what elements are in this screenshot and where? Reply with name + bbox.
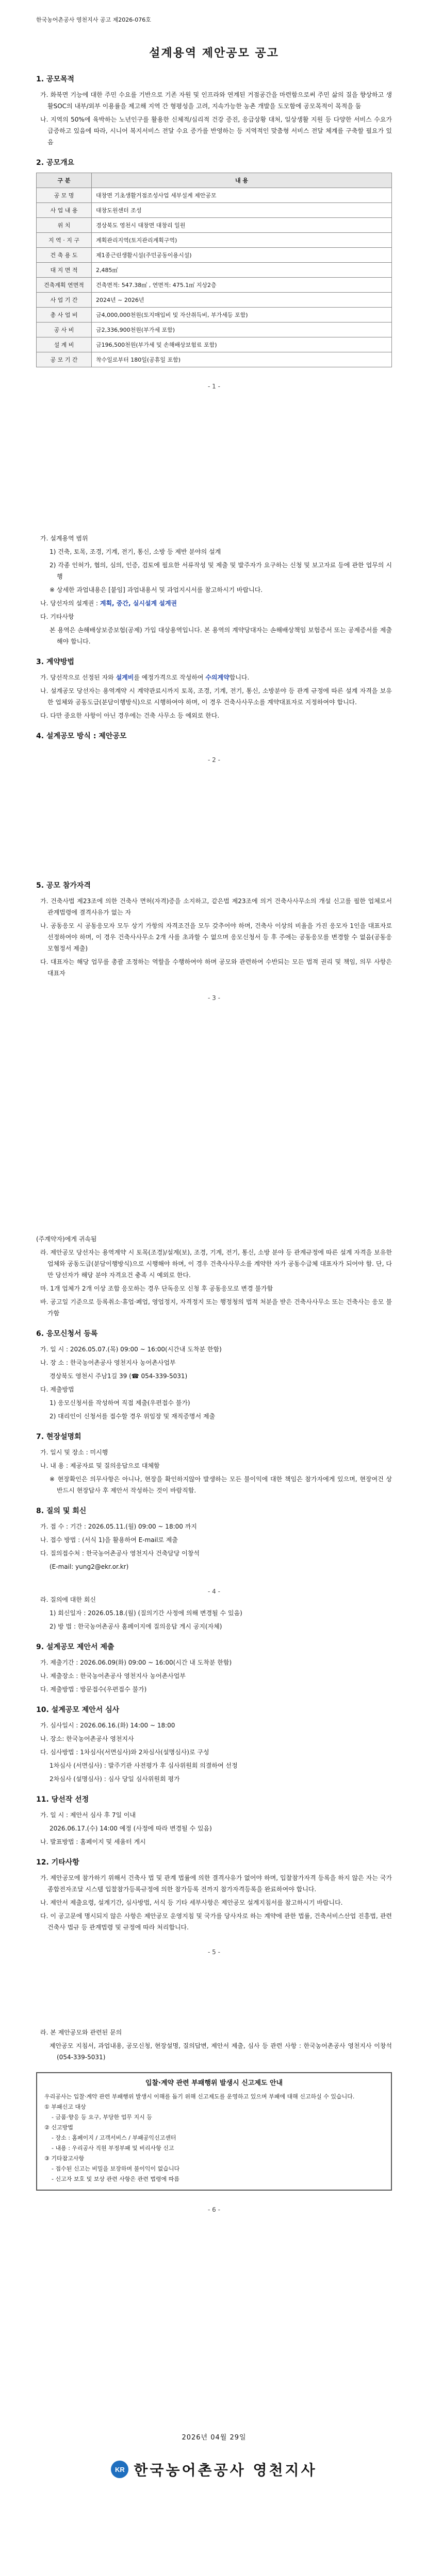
- scope-heading: 가. 설계용역 범위: [40, 535, 88, 542]
- table-row: [37, 248, 392, 263]
- contact-heading: 라. 본 제안공모와 관련된 문의: [40, 2029, 122, 2036]
- section-6-heading: 6. 응모신청서 등록: [36, 1330, 98, 1338]
- table-row: [37, 337, 392, 352]
- eligibility-item-da: 다. 대표자는 해당 업무를 총괄 조정하는 역할을 수행하여야 하며 공모와 관련하여 수반되는 모든 법적 권리 및 책임, 의무 사항은 대표자: [40, 958, 392, 977]
- page-number: - 1 -: [208, 383, 220, 390]
- table-key: 위 치: [37, 218, 92, 233]
- table-key: 설 계 비: [37, 337, 92, 352]
- table-key: 건 축 용 도: [37, 248, 92, 263]
- table-value: 2,485㎡: [92, 263, 392, 278]
- box-line: ③ 기타참고사항: [44, 2155, 85, 2162]
- registration-method-2: 2) 대리인이 신청서를 접수할 경우 위임장 및 재직증명서 제출: [50, 1413, 216, 1420]
- table-key: 공 모 기 간: [37, 352, 92, 367]
- box-title: 입찰·계약 관련 부패행위 발생시 신고제도 안내: [145, 2079, 283, 2087]
- review-method: 다. 심사방법 : 1차심사(서면심사)와 2차심사(설명심사)로 구성: [40, 1749, 209, 1756]
- section-11-heading: 11. 당선작 선정: [36, 1795, 89, 1804]
- eligibility-item-ma: 마. 1개 업체가 2개 이상 조합 응모하는 경우 단독응모 신청 후 공동응모로 변경 불가함: [40, 1285, 273, 1292]
- page-number: - 3 -: [208, 994, 220, 1002]
- table-row: [37, 203, 392, 218]
- contract-item-da: 다. 다만 중요한 사항이 아닌 경우에는 건축 사무소 등 예외로 한다.: [40, 712, 220, 719]
- box-line: - 금품·향응 등 요구, 부당한 업무 지시 등: [52, 2114, 152, 2121]
- section-8-heading: 8. 질의 및 회신: [36, 1507, 87, 1515]
- submission-method: 다. 제출방법 : 방문접수(우편접수 불가): [40, 1686, 147, 1693]
- table-row: [37, 218, 392, 233]
- section-1-item-ga: 가. 화북면 기능에 대한 주민 수요를 기반으로 기존 자원 및 인프라와 연계된 거점공간을 마련함으로써 주민 삶의 질을 향상하고 생활SOC의 내부/외부 이용률을 제고해 지역 간 형평성을 고려, 지속가능한 농촌 개발을 도모함에 공모목적이 목적을 둠: [40, 91, 392, 110]
- text-span: 가. 당선작으로 선정된 자와: [40, 674, 116, 681]
- design-rights-label: 나. 당선자의 설계권 :: [40, 600, 100, 607]
- review-date: 가. 심사일시 : 2026.06.16.(화) 14:00 ~ 18:00: [40, 1722, 175, 1729]
- table-row: [37, 293, 392, 308]
- box-line: ① 부패신고 대상: [44, 2104, 86, 2110]
- corruption-report-box: [36, 2072, 392, 2191]
- eligibility-item-ga: 가. 건축사법 제23조에 의한 건축사 면허(자격)증을 소지하고, 같은법 제23조에 의거 건축사사무소의 개설 신고를 필한 업체로서 관계법령에 결격사유가 없는 자: [40, 897, 392, 916]
- issuer-signature: [36, 2459, 392, 2480]
- design-rights: [36, 598, 392, 609]
- contact-text: 제안공모 지침서, 과업내용, 공모신청, 현장설명, 질의답변, 제안서 제출, 심사 등 관련 사항 : 한국농어촌공사 영천지사 이창석(054-339-5031): [50, 2042, 392, 2061]
- table-key: 사 업 기 간: [37, 293, 92, 308]
- contract-item-na: 나. 설계공모 당선자는 용역계약 시 계약관료시까지 토목, 조경, 기계, 전기, 통신, 소방분야 등 관계 규정에 따른 설계 자격을 보유한 업체와 공동도급(분담이행방식)으로 시행하여야 하며, 이 경우 건축사사무소를 계약대표자로 지정하여야 합니다.: [40, 687, 392, 706]
- other-text: 본 용역은 손해배상보증보험(공제) 가입 대상용역입니다. 본 용역의 계약당대자는 손해배상책임 보험증서 또는 공제증서를 제출해야 합니다.: [50, 626, 392, 645]
- continued-text: (주계약자)에게 귀속됨: [36, 1235, 97, 1243]
- selection-date-detail: 2026.06.17.(수) 14:00 예정 (사정에 따라 변경될 수 있음): [50, 1825, 212, 1832]
- registration-date: 가. 일 시 : 2026.05.07.(목) 09:00 ~ 16:00(시간내 도착분 한함): [40, 1346, 222, 1353]
- page-number: - 4 -: [208, 1588, 220, 1595]
- table-key: 건축계획 연면적: [37, 278, 92, 293]
- section-12-heading: 12. 기타사항: [36, 1858, 79, 1867]
- other-item-na: 나. 제안서 제출요령, 설계기간, 심사방법, 서식 등 기타 세부사항은 제안공모 설계지침서를 참고하시기 바랍니다.: [40, 1899, 343, 1906]
- review-stage-1: 1차심사 (서면심사) : 발주기관 사전평가 후 심사위원회 의결하여 선정: [50, 1762, 238, 1769]
- table-row: [37, 188, 392, 203]
- section-5-heading: 5. 공모 참가자격: [36, 882, 91, 890]
- page-6: [36, 2025, 392, 2213]
- table-row: [37, 263, 392, 278]
- table-row: [37, 233, 392, 248]
- review-stage-2: 2차심사 (설명심사) : 심사 당일 심사위원회 평가: [50, 1775, 180, 1783]
- table-value: 제1종근린생활시설(주민공동이용시설): [92, 248, 392, 263]
- table-key: 공 모 명: [37, 188, 92, 203]
- reply-date: 1) 회신일자 : 2026.05.18.(월) (질의기간 사정에 의해 변경될 수 있음): [50, 1609, 242, 1617]
- eligibility-item-ba: 바. 공고일 기준으로 등록취소·휴업·폐업, 영업정지, 자격정지 또는 행정청의 법적 처분을 받은 건축사사무소 또는 건축사는 응모 불가함: [40, 1298, 392, 1317]
- page-3: [36, 871, 392, 1002]
- box-intro: 우리공사는 입찰·계약 관련 부패행위 발생시 이해를 돕기 위해 신고제도를 운영하고 있으며 부패에 대해 신고하실 수 있습니다.: [44, 2093, 355, 2100]
- registration-method-1: 1) 응모신청서를 작성하여 직접 제출(우편접수 불가): [50, 1399, 190, 1406]
- box-line: - 내용 : 우리공사 직원 부정부패 및 비리사항 신고: [52, 2145, 174, 2151]
- inquiry-email[interactable]: (E-mail: yung2@ekr.or.kr): [50, 1563, 129, 1570]
- page-2: [36, 531, 392, 764]
- table-value: 대창면 기초생활거점조성사업 세부설계 제안공모: [92, 188, 392, 203]
- page-5: [36, 1592, 392, 1956]
- section-4-heading: 4. 설계공모 방식 : 제안공모: [36, 732, 127, 740]
- table-value: 금4,000,000천원(토지매입비 및 자산취득비, 부가세등 포함): [92, 308, 392, 323]
- box-line: - 접수된 신고는 비밀을 보장하며 불이익이 없습니다: [52, 2165, 180, 2172]
- page-number: - 2 -: [208, 756, 220, 764]
- other-item-ga: 가. 제안공모에 참가하기 위해서 건축사 법 및 관계 법률에 의한 결격사유가 없어야 하며, 입찰참가자격 등록을 하지 않은 자는 국가종합전자조달 시스템 입찰참가등록규정에 의한 참가등록 전까지 참가자격등록을 완료하여야 합니다.: [40, 1874, 392, 1893]
- kr-logo-icon: KR: [111, 2461, 128, 2478]
- briefing-content: 나. 내 용 : 제공자료 및 질의응답으로 대체함: [40, 1462, 160, 1469]
- design-rights-value: 계획, 중간, 실시설계 설계권: [100, 600, 177, 607]
- box-line: - 신고자 보호 및 보상 관련 사항은 관련 법령에 따름: [52, 2176, 179, 2182]
- scope-note: ※ 상세한 과업내용은 [붙임] 과업내용서 및 과업지시서를 참고하시기 바랍니다.: [50, 586, 263, 594]
- table-row: [37, 308, 392, 323]
- section-3-heading: 3. 계약방법: [36, 658, 75, 666]
- eligibility-item-na: 나. 공동응모 시 공동응모자 모두 상기 가항의 자격조건을 모두 갖추어야 하며, 건축사 이상의 비율을 가진 응모자 1인을 대표자로 선정하여야 하며, 이 경우 건축사사무소 2개 사를 초과할 수 없으며 응모신청서 등 후 주에는 공동응모를 변경할 수 없음(공동응모협정서 제출): [40, 922, 392, 952]
- closing-section: [36, 2411, 392, 2480]
- section-7-heading: 7. 현장설명회: [36, 1433, 81, 1441]
- reply-heading: 라. 질의에 대한 회신: [40, 1596, 96, 1603]
- table-key: 공 사 비: [37, 323, 92, 337]
- section-2-heading: 2. 공모개요: [36, 159, 75, 167]
- contract-item-ga: [36, 672, 392, 683]
- table-value: 금2,336,900천원(부가세 포함): [92, 323, 392, 337]
- notice-date: 2026년 04월 29일: [182, 2434, 247, 2442]
- table-value: 대창도원센터 조성: [92, 203, 392, 218]
- submission-place: 나. 제출장소 : 한국농어촌공사 영천지사 농어촌사업부: [40, 1672, 186, 1680]
- scope-item-2: 2) 각종 인허가, 협의, 심의, 인증, 검토에 필요한 서류작성 및 제출 및 발주자가 요구하는 신청 및 보고자료 등에 관한 업무의 시행: [50, 562, 392, 580]
- section-1-item-na: 나. 지역의 50%에 육박하는 노년인구를 활용한 신체적/심리적 건강 증진, 응급상황 대처, 일상생활 지원 등 다양한 서비스 수요가 급증하고 있음에 따라, 시니어 복지서비스 전달 수요 증가를 반영하는 등 지역적인 맞춤형 서비스 전달 체계를 구축할 필요가 있음: [40, 116, 392, 146]
- table-value: 계획관리지역(토지관리계획구역): [92, 233, 392, 248]
- submission-period: 가. 제출기간 : 2026.06.09(화) 09:00 ~ 16:00(시간 내 도착분 한함): [40, 1659, 232, 1666]
- page-1: [36, 15, 392, 390]
- inquiry-period: 가. 접 수 : 기간 : 2026.05.11.(월) 09:00 ~ 18:00 까지: [40, 1523, 197, 1530]
- inquiry-method: 나. 접수 방법 : (서식 1)을 활용하여 E-mail로 제출: [40, 1536, 178, 1544]
- table-header-row: [37, 173, 392, 188]
- table-value: 건축면적: 547.38㎡ , 연면적: 475.1㎡ 지상2층: [92, 278, 392, 293]
- section-10-heading: 10. 설계공모 제안서 심사: [36, 1706, 120, 1714]
- highlight-private-contract: 수의계약: [205, 674, 230, 681]
- table-key: 사 업 내 용: [37, 203, 92, 218]
- table-value: 착수일로부터 180일(공휴일 포함): [92, 352, 392, 367]
- table-header-cell: 내 용: [92, 173, 392, 188]
- inquiry-contact: 다. 질의접수처 : 한국농어촌공사 영천지사 건축담당 이창석: [40, 1550, 200, 1557]
- table-key: 총 사 업 비: [37, 308, 92, 323]
- table-key: 지 역 · 지 구: [37, 233, 92, 248]
- briefing-date: 가. 일시 및 장소 : 미시행: [40, 1449, 108, 1456]
- overview-table: [36, 173, 392, 367]
- text-span: 를 예정가격으로 작성하여: [134, 674, 206, 681]
- scope-item-1: 1) 건축, 토목, 조경, 기계, 전기, 통신, 소방 등 제반 분야의 설계: [50, 548, 221, 555]
- registration-method-heading: 다. 제출방법: [40, 1386, 74, 1393]
- registration-address: 경상북도 영천시 주남1길 39 (☎ 054-339-5031): [50, 1372, 188, 1380]
- other-heading: 다. 기타사항: [40, 613, 74, 620]
- eligibility-item-ra: 라. 제안공모 당선자는 용역계약 시 토목(조경)/설계(보), 조경, 기계, 전기, 통신, 소방 분야 등 관계규정에 따른 설계 자격을 보유한 업체와 공동도급(분담이행방식)으로 시행해야 하며, 이 경우 건축사사무소를 계약한 자가 공동수급체 대표자가 되어야 함. 단, 다만 당선자가 해당 분야 자격요건 충족 시 예외로 한다.: [40, 1249, 392, 1279]
- selection-announcement: 나. 발표방법 : 홈페이지 및 세움터 게시: [40, 1838, 146, 1845]
- table-value: 경상북도 영천시 대창면 대창리 일원: [92, 218, 392, 233]
- notice-reference: 한국농어촌공사 영천지사 공고 제2026-076호: [36, 16, 151, 23]
- other-item-da: 다. 이 공고문에 명시되지 않은 사항은 제안공모 운영지침 및 국가를 당사자로 하는 계약에 관한 법률, 건축서비스산업 진흥법, 관련 건축사 법규 등 관계법령 및 규정에 따라 처리합니다.: [40, 1912, 392, 1931]
- table-row: [37, 323, 392, 337]
- table-key: 대 지 면 적: [37, 263, 92, 278]
- section-1-heading: 1. 공모목적: [36, 75, 75, 83]
- issuer-name: 한국농어촌공사 영천지사: [134, 2462, 317, 2479]
- page-title: 설계용역 제안공모 공고: [149, 47, 279, 60]
- selection-date: 가. 일 시 : 제안서 심사 후 7일 이내: [40, 1811, 136, 1819]
- text-span: 합니다.: [229, 674, 250, 681]
- review-place: 나. 장소: 한국농어촌공사 영천지사: [40, 1735, 134, 1742]
- table-header-cell: 구 분: [37, 173, 92, 188]
- box-line: ② 신고방법: [44, 2124, 73, 2131]
- registration-place: 나. 장 소 : 한국농어촌공사 영천지사 농어촌사업부: [40, 1359, 176, 1366]
- reply-method: 2) 방 법 : 한국농어촌공사 홈페이지에 질의응답 게시 공지(자체): [50, 1623, 222, 1630]
- section-9-heading: 9. 설계공모 제안서 제출: [36, 1643, 114, 1651]
- highlight-design-fee: 설계비: [116, 674, 134, 681]
- box-line: - 장소 : 홈페이지 / 고객서비스 / 부패공익신고센터: [52, 2134, 176, 2141]
- table-row: [37, 352, 392, 367]
- table-row: [37, 278, 392, 293]
- page-4: [36, 1231, 392, 1595]
- page-number: - 5 -: [208, 1948, 220, 1956]
- page-number: - 6 -: [208, 2206, 220, 2213]
- briefing-note: ※ 현장확인은 의무사항은 아니나, 현장을 확인하지않아 발생하는 모든 불이익에 대한 책임은 참가자에게 있으며, 현장여건 상 반드시 현장답사 후 제안서 작성하는 것이 바람직함.: [50, 1476, 392, 1494]
- table-value: 금196,500천원(부가세 및 손해배상보험료 포함): [92, 337, 392, 352]
- table-value: 2024년 ~ 2026년: [92, 293, 392, 308]
